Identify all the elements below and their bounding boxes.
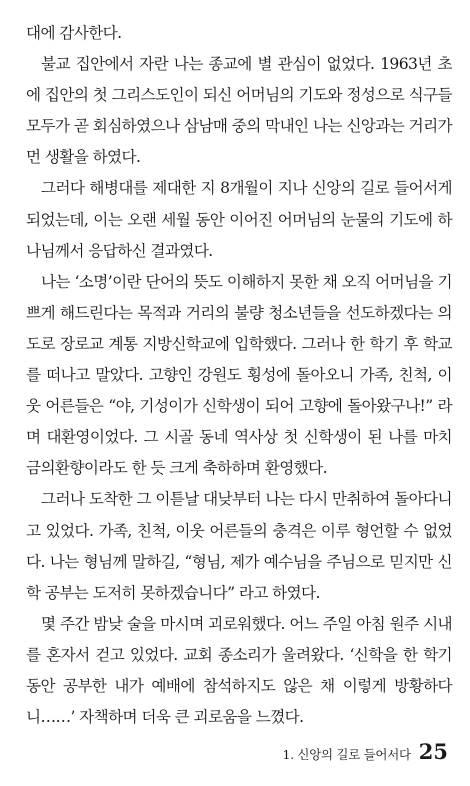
paragraph-6: 몇 주간 밤낮 술을 마시며 괴로워했다. 어느 주일 아침 원주 시내를 혼자서 걷고 있었다. 교회 종소리가 울려왔다. ‘신학을 한 학기 동안 공부한 내가 예배에 참석하지도 않은 채 이렇게 방황하다니……’ 자책하며 더욱 큰 괴로움을 느꼈다. [26,614,452,727]
body-text [26,18,452,733]
page-footer [282,739,448,763]
page-number: 25 [418,739,448,764]
paragraph-5: 그러나 도착한 그 이튿날 대낮부터 나는 다시 만취하여 돌아다니고 있었다. 가족, 친척, 이웃 어른들의 충격은 이루 형언할 수 없었다. 나는 형님께 말하길, “형님, 제가 예수님을 주님으로 믿지만 신학 공부는 도저히 못하겠습니다” 라고 하였다. [26,490,452,602]
paragraph-1: 대에 감사한다. [26,24,122,42]
paragraph-4: 나는 ‘소명’이란 단어의 뜻도 이해하지 못한 채 오직 어머님을 기쁘게 해드린다는 목적과 거리의 불량 청소년들을 선도하겠다는 의도로 장로교 계통 지방신학교에 입학했다. 그러나 한 학기 후 학교를 떠나고 말았다. 고향인 강원도 횡성에 돌아오니 가족, 친척, 이웃 어른들은 “야, 기성이가 신학생이 되어 고향에 돌아왔구나!” 라며 대환영이었다. 그 시골 동네 역사상 첫 신학생이 된 나를 마치 금의환향이라도 한 듯 크게 축하하며 환영했다. [26,272,452,478]
paragraph-2: 불교 집안에서 자란 나는 종교에 별 관심이 없었다. 1963년 초에 집안의 첫 그리스도인이 되신 어머님의 기도와 정성으로 식구들 모두가 곧 회심하였으나 삼남매 중의 막내인 나는 신앙과는 거리가 먼 생활을 하였다. [26,55,452,167]
paragraph-3: 그러다 해병대를 제대한 지 8개월이 지나 신앙의 길로 들어서게 되었는데, 이는 오랜 세월 동안 이어진 어머님의 눈물의 기도에 하나님께서 응답하신 결과였다. [26,179,452,260]
chapter-title: 1. 신앙의 길로 들어서다 [282,747,411,762]
